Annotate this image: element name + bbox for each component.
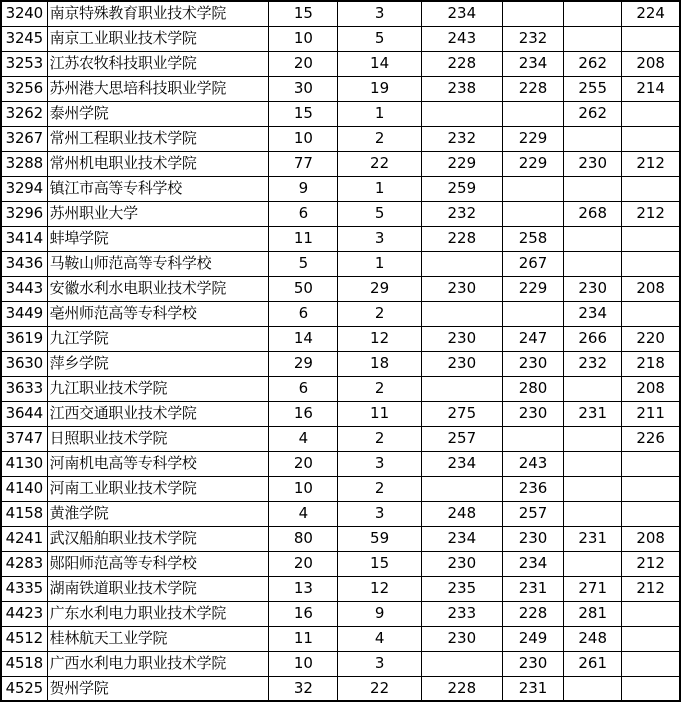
cell-name: 湖南铁道职业技术学院: [47, 576, 269, 601]
cell-col7: 231: [564, 401, 622, 426]
cell-col8: 212: [622, 201, 680, 226]
cell-col6: 243: [502, 451, 563, 476]
cell-col8: 212: [622, 151, 680, 176]
cell-col7: 248: [564, 626, 622, 651]
cell-col8: 208: [622, 376, 680, 401]
cell-col6: 249: [502, 626, 563, 651]
cell-col8: [622, 451, 680, 476]
cell-col7: [564, 226, 622, 251]
cell-col4: 15: [338, 551, 421, 576]
cell-col6: 230: [502, 526, 563, 551]
table-row: [1, 126, 680, 151]
cell-name: 河南工业职业技术学院: [47, 476, 269, 501]
cell-col7: 266: [564, 326, 622, 351]
cell-col8: 226: [622, 426, 680, 451]
cell-name: 江西交通职业技术学院: [47, 401, 269, 426]
table-row: [1, 451, 680, 476]
cell-code: 3619: [1, 326, 47, 351]
cell-col6: 231: [502, 676, 563, 701]
cell-col4: 9: [338, 601, 421, 626]
cell-col7: [564, 376, 622, 401]
cell-col6: 228: [502, 601, 563, 626]
cell-col3: 29: [269, 351, 338, 376]
cell-code: 4158: [1, 501, 47, 526]
cell-col6: 230: [502, 651, 563, 676]
cell-col3: 10: [269, 651, 338, 676]
cell-col6: 231: [502, 576, 563, 601]
cell-col8: [622, 676, 680, 701]
cell-col3: 6: [269, 376, 338, 401]
cell-col4: 12: [338, 576, 421, 601]
cell-code: 4140: [1, 476, 47, 501]
cell-col8: 224: [622, 1, 680, 26]
cell-col3: 11: [269, 226, 338, 251]
cell-col5: 234: [421, 1, 502, 26]
cell-name: 南京工业职业技术学院: [47, 26, 269, 51]
cell-code: 3240: [1, 1, 47, 26]
table-row: [1, 201, 680, 226]
cell-col5: 232: [421, 126, 502, 151]
cell-col5: 233: [421, 601, 502, 626]
cell-col5: 230: [421, 626, 502, 651]
cell-col7: [564, 676, 622, 701]
cell-col8: [622, 601, 680, 626]
cell-col8: 208: [622, 51, 680, 76]
cell-name: 日照职业技术学院: [47, 426, 269, 451]
cell-col6: 230: [502, 351, 563, 376]
cell-col8: [622, 101, 680, 126]
cell-col7: 261: [564, 651, 622, 676]
cell-col5: 229: [421, 151, 502, 176]
cell-col5: 230: [421, 551, 502, 576]
table-row: [1, 226, 680, 251]
cell-col8: 208: [622, 276, 680, 301]
cell-name: 泰州学院: [47, 101, 269, 126]
cell-code: 3443: [1, 276, 47, 301]
cell-col6: 230: [502, 401, 563, 426]
cell-col6: [502, 201, 563, 226]
cell-col3: 9: [269, 176, 338, 201]
cell-col7: [564, 501, 622, 526]
cell-col7: [564, 251, 622, 276]
table-row: [1, 401, 680, 426]
cell-col4: 3: [338, 1, 421, 26]
cell-col5: 230: [421, 276, 502, 301]
table-row: [1, 276, 680, 301]
cell-col6: [502, 176, 563, 201]
cell-col3: 50: [269, 276, 338, 301]
cell-name: 镇江市高等专科学校: [47, 176, 269, 201]
cell-col3: 15: [269, 101, 338, 126]
cell-col5: 259: [421, 176, 502, 201]
cell-col8: [622, 301, 680, 326]
cell-name: 桂林航天工业学院: [47, 626, 269, 651]
cell-col3: 14: [269, 326, 338, 351]
cell-col8: 212: [622, 576, 680, 601]
cell-col3: 16: [269, 401, 338, 426]
table-row: [1, 551, 680, 576]
cell-col6: 229: [502, 276, 563, 301]
cell-name: 九江学院: [47, 326, 269, 351]
cell-col5: [421, 301, 502, 326]
cell-col8: 214: [622, 76, 680, 101]
cell-col8: 220: [622, 326, 680, 351]
cell-col4: 12: [338, 326, 421, 351]
cell-col8: [622, 626, 680, 651]
cell-code: 4130: [1, 451, 47, 476]
cell-col4: 1: [338, 251, 421, 276]
cell-col7: [564, 426, 622, 451]
cell-col5: 248: [421, 501, 502, 526]
cell-code: 3449: [1, 301, 47, 326]
cell-col7: 230: [564, 151, 622, 176]
cell-col5: 257: [421, 426, 502, 451]
table-row: [1, 101, 680, 126]
cell-col7: [564, 551, 622, 576]
cell-name: 蚌埠学院: [47, 226, 269, 251]
cell-col7: 271: [564, 576, 622, 601]
cell-col3: 20: [269, 51, 338, 76]
cell-col6: 228: [502, 76, 563, 101]
cell-name: 亳州师范高等专科学校: [47, 301, 269, 326]
cell-col7: 262: [564, 101, 622, 126]
cell-col5: 234: [421, 451, 502, 476]
cell-code: 3256: [1, 76, 47, 101]
cell-col8: 218: [622, 351, 680, 376]
cell-col4: 3: [338, 651, 421, 676]
table-row: [1, 576, 680, 601]
cell-col8: [622, 226, 680, 251]
table-row: [1, 651, 680, 676]
cell-code: 3436: [1, 251, 47, 276]
cell-name: 安徽水利水电职业技术学院: [47, 276, 269, 301]
cell-code: 3296: [1, 201, 47, 226]
cell-name: 武汉船舶职业技术学院: [47, 526, 269, 551]
cell-col6: 280: [502, 376, 563, 401]
cell-col3: 16: [269, 601, 338, 626]
cell-col3: 4: [269, 426, 338, 451]
cell-col5: 275: [421, 401, 502, 426]
cell-col4: 3: [338, 501, 421, 526]
cell-col3: 4: [269, 501, 338, 526]
cell-col3: 10: [269, 26, 338, 51]
cell-code: 3288: [1, 151, 47, 176]
cell-col3: 15: [269, 1, 338, 26]
cell-col4: 5: [338, 201, 421, 226]
cell-col4: 2: [338, 376, 421, 401]
cell-col4: 2: [338, 426, 421, 451]
cell-col4: 22: [338, 676, 421, 701]
cell-code: 3245: [1, 26, 47, 51]
cell-col6: [502, 1, 563, 26]
table-row: [1, 526, 680, 551]
cell-col3: 20: [269, 451, 338, 476]
cell-col4: 2: [338, 476, 421, 501]
cell-col6: 257: [502, 501, 563, 526]
cell-col4: 5: [338, 26, 421, 51]
cell-code: 3630: [1, 351, 47, 376]
cell-col5: [421, 376, 502, 401]
cell-col7: [564, 26, 622, 51]
table-row: [1, 176, 680, 201]
table-row: [1, 626, 680, 651]
cell-name: 九江职业技术学院: [47, 376, 269, 401]
cell-col6: 247: [502, 326, 563, 351]
table-row: [1, 351, 680, 376]
cell-col8: 211: [622, 401, 680, 426]
cell-col4: 2: [338, 301, 421, 326]
table-row: [1, 676, 680, 701]
cell-name: 郧阳师范高等专科学校: [47, 551, 269, 576]
cell-col6: [502, 301, 563, 326]
cell-col5: 234: [421, 526, 502, 551]
cell-code: 3633: [1, 376, 47, 401]
cell-col8: [622, 501, 680, 526]
cell-col5: 228: [421, 51, 502, 76]
table-body: [1, 1, 680, 701]
cell-name: 黄淮学院: [47, 501, 269, 526]
cell-name: 常州机电职业技术学院: [47, 151, 269, 176]
cell-name: 常州工程职业技术学院: [47, 126, 269, 151]
table-row: [1, 51, 680, 76]
cell-col4: 4: [338, 626, 421, 651]
cell-col8: 208: [622, 526, 680, 551]
cell-code: 4283: [1, 551, 47, 576]
table-row: [1, 426, 680, 451]
cell-col5: [421, 101, 502, 126]
cell-col3: 5: [269, 251, 338, 276]
table-row: [1, 26, 680, 51]
table-row: [1, 251, 680, 276]
table-row: [1, 326, 680, 351]
cell-name: 马鞍山师范高等专科学校: [47, 251, 269, 276]
cell-col5: 238: [421, 76, 502, 101]
cell-col4: 59: [338, 526, 421, 551]
cell-col7: [564, 126, 622, 151]
cell-col6: 258: [502, 226, 563, 251]
cell-col3: 80: [269, 526, 338, 551]
cell-col5: [421, 476, 502, 501]
cell-col5: 230: [421, 351, 502, 376]
cell-name: 江苏农牧科技职业学院: [47, 51, 269, 76]
cell-col8: [622, 251, 680, 276]
cell-code: 3267: [1, 126, 47, 151]
table-row: [1, 76, 680, 101]
cell-code: 3294: [1, 176, 47, 201]
cell-col4: 3: [338, 451, 421, 476]
cell-col4: 19: [338, 76, 421, 101]
cell-col7: 255: [564, 76, 622, 101]
cell-col4: 1: [338, 176, 421, 201]
cell-col5: 228: [421, 226, 502, 251]
cell-code: 4423: [1, 601, 47, 626]
cell-col7: [564, 176, 622, 201]
cell-col3: 30: [269, 76, 338, 101]
cell-code: 4518: [1, 651, 47, 676]
table-row: [1, 151, 680, 176]
table-row: [1, 476, 680, 501]
cell-col6: 229: [502, 151, 563, 176]
cell-name: 贺州学院: [47, 676, 269, 701]
cell-col5: 232: [421, 201, 502, 226]
cell-name: 南京特殊教育职业技术学院: [47, 1, 269, 26]
cell-name: 广东水利电力职业技术学院: [47, 601, 269, 626]
cell-col6: 267: [502, 251, 563, 276]
cell-col4: 18: [338, 351, 421, 376]
cell-code: 3262: [1, 101, 47, 126]
cell-col8: [622, 176, 680, 201]
table-row: [1, 501, 680, 526]
cell-col7: 230: [564, 276, 622, 301]
table-row: [1, 601, 680, 626]
cell-col8: [622, 651, 680, 676]
cell-col6: 234: [502, 551, 563, 576]
cell-code: 4512: [1, 626, 47, 651]
cell-col6: [502, 426, 563, 451]
cell-col7: 268: [564, 201, 622, 226]
cell-col5: 235: [421, 576, 502, 601]
cell-col4: 14: [338, 51, 421, 76]
cell-name: 苏州港大思培科技职业学院: [47, 76, 269, 101]
cell-name: 萍乡学院: [47, 351, 269, 376]
cell-col3: 32: [269, 676, 338, 701]
cell-col3: 77: [269, 151, 338, 176]
cell-code: 3253: [1, 51, 47, 76]
cell-col8: [622, 126, 680, 151]
cell-col4: 2: [338, 126, 421, 151]
cell-code: 3747: [1, 426, 47, 451]
cell-col3: 10: [269, 126, 338, 151]
cell-col7: 234: [564, 301, 622, 326]
cell-col6: 236: [502, 476, 563, 501]
cell-col5: 228: [421, 676, 502, 701]
cell-col7: [564, 476, 622, 501]
cell-code: 4335: [1, 576, 47, 601]
cell-col7: [564, 451, 622, 476]
cell-col4: 22: [338, 151, 421, 176]
cell-col7: 281: [564, 601, 622, 626]
table-row: [1, 376, 680, 401]
cell-code: 3644: [1, 401, 47, 426]
cell-col5: 243: [421, 26, 502, 51]
cell-col5: [421, 251, 502, 276]
cell-col4: 1: [338, 101, 421, 126]
cell-col3: 20: [269, 551, 338, 576]
cell-col6: [502, 101, 563, 126]
table-row: [1, 301, 680, 326]
cell-name: 河南机电高等专科学校: [47, 451, 269, 476]
cell-col8: 212: [622, 551, 680, 576]
cell-col6: 229: [502, 126, 563, 151]
cell-code: 3414: [1, 226, 47, 251]
table-row: [1, 1, 680, 26]
cell-col3: 10: [269, 476, 338, 501]
cell-col8: [622, 26, 680, 51]
cell-name: 苏州职业大学: [47, 201, 269, 226]
cell-col6: 232: [502, 26, 563, 51]
cell-name: 广西水利电力职业技术学院: [47, 651, 269, 676]
cell-col4: 11: [338, 401, 421, 426]
cell-col3: 6: [269, 201, 338, 226]
cell-col7: 232: [564, 351, 622, 376]
cell-code: 4241: [1, 526, 47, 551]
cell-col7: 231: [564, 526, 622, 551]
cell-col7: [564, 1, 622, 26]
cell-col5: 230: [421, 326, 502, 351]
cell-col3: 6: [269, 301, 338, 326]
cell-col3: 13: [269, 576, 338, 601]
cell-col4: 29: [338, 276, 421, 301]
cell-col3: 11: [269, 626, 338, 651]
cell-code: 4525: [1, 676, 47, 701]
cell-col7: 262: [564, 51, 622, 76]
cell-col6: 234: [502, 51, 563, 76]
cell-col8: [622, 476, 680, 501]
cell-col4: 3: [338, 226, 421, 251]
cell-col5: [421, 651, 502, 676]
